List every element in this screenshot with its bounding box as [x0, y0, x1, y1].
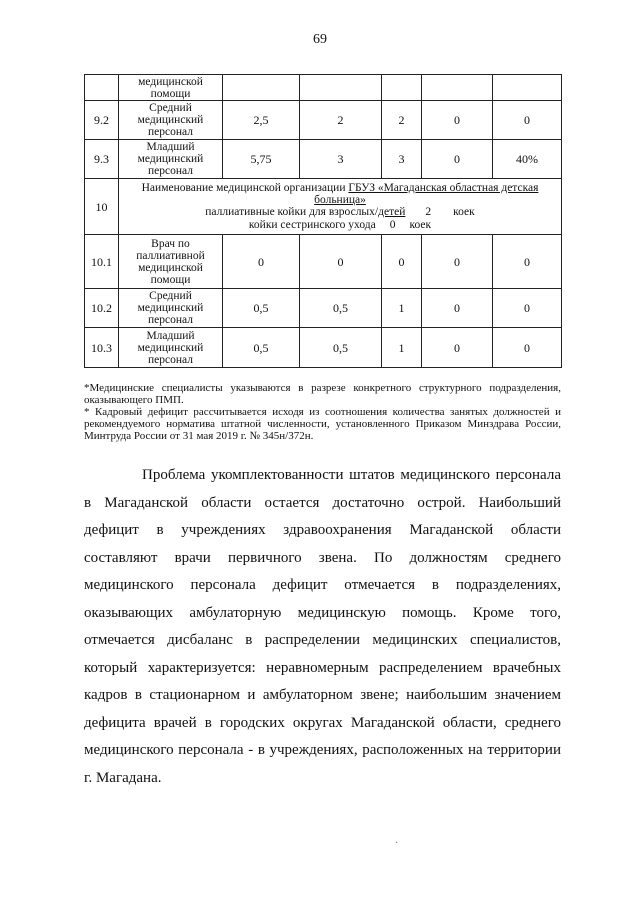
- position-title: [119, 289, 223, 328]
- footnote: * Кадровый дефицит рассчитывается исходя из соотношения количества занятых должностей и рекомендуемого норматива штатной численности, установленного Приказом Минздрава России, Минтруда России от 31 мая 2019 г. № 345н/372н.: [84, 406, 561, 442]
- row-number: [85, 75, 119, 101]
- org-name: ГБУЗ «Магаданская областная детская больница»: [314, 181, 539, 206]
- scan-mark: ·: [395, 838, 399, 849]
- beds-count: 2: [425, 205, 432, 218]
- table-row: [85, 101, 562, 140]
- beds-label: паллиативные койки для взрослых/: [205, 205, 379, 218]
- title-line: паллиативной: [136, 249, 205, 262]
- table-row: [85, 328, 562, 368]
- title-line: персонал: [148, 314, 193, 326]
- value-cell: 1: [382, 328, 422, 368]
- value-cell: 2,5: [223, 101, 300, 140]
- title-line: медицинский: [137, 302, 204, 314]
- row-number: 10.1: [85, 235, 119, 289]
- value-cell: [223, 75, 300, 101]
- value-cell: 0: [493, 101, 562, 140]
- title-line: помощи: [150, 273, 191, 286]
- nursing-label: койки сестринского ухода: [248, 218, 376, 231]
- title-line: медицинской: [138, 261, 203, 274]
- position-title: [119, 235, 223, 289]
- value-cell: [493, 75, 562, 101]
- table-row: [85, 235, 562, 289]
- title-line: Средний: [149, 290, 192, 302]
- value-cell: 2: [300, 101, 382, 140]
- position-title: [119, 75, 223, 101]
- row-number: 9.3: [85, 140, 119, 179]
- value-cell: 5,75: [223, 140, 300, 179]
- value-cell: 0,5: [223, 289, 300, 328]
- value-cell: 0,5: [300, 328, 382, 368]
- row-number: 10.3: [85, 328, 119, 368]
- beds-unit: коек: [453, 205, 475, 218]
- title-line: Средний: [149, 102, 192, 114]
- main-text: [84, 462, 561, 792]
- value-cell: 3: [300, 140, 382, 179]
- table-row: [85, 289, 562, 328]
- paragraph: Проблема укомплектованности штатов медицинского персонала в Магаданской области остается достаточно острой. Наибольший дефицит в учреждениях здравоохранения Магаданской области составляют врачи первичного звена. По должностям среднего медицинского персонала дефицит отмечается в подразделениях, оказывающих амбулаторную медицинскую помощь. Кроме того, отмечается дисбаланс в распределении медицинских специалистов, который характеризуется: неравномерным распределением врачебных кадров в стационарном и амбулаторном звене; наибольшим значением дефицита врачей в городских округах Магаданской области, среднего медицинского персонала - в учреждениях, расположенных на территории г. Магадана.: [84, 467, 561, 786]
- title-line: помощи: [150, 87, 191, 100]
- position-title: [119, 140, 223, 179]
- value-cell: 0: [493, 328, 562, 368]
- value-cell: [382, 75, 422, 101]
- position-title: [119, 328, 223, 368]
- row-number: 10: [85, 179, 119, 235]
- value-cell: 0: [422, 235, 493, 289]
- value-cell: [422, 75, 493, 101]
- value-cell: 2: [382, 101, 422, 140]
- value-cell: 0: [422, 140, 493, 179]
- value-cell: 0: [422, 289, 493, 328]
- table-row: [85, 75, 562, 101]
- value-cell: 0: [300, 235, 382, 289]
- value-cell: 40%: [493, 140, 562, 179]
- organization-cell: [119, 179, 562, 235]
- value-cell: 0: [493, 289, 562, 328]
- nursing-unit: коек: [409, 218, 432, 231]
- title-line: медицинской: [138, 75, 203, 88]
- value-cell: [300, 75, 382, 101]
- row-number: 10.2: [85, 289, 119, 328]
- position-title: [119, 101, 223, 140]
- value-cell: 3: [382, 140, 422, 179]
- value-cell: 0: [422, 101, 493, 140]
- footnotes: [84, 382, 561, 442]
- beds-label-children: детей: [378, 205, 406, 218]
- value-cell: 0: [382, 235, 422, 289]
- staffing-table: [84, 74, 562, 368]
- org-name-prefix: Наименование медицинской организации: [141, 181, 349, 194]
- value-cell: 0,5: [300, 289, 382, 328]
- footnote: *Медицинские специалисты указываются в разрезе конкретного структурного подразделения, оказывающего ПМП.: [84, 382, 561, 406]
- title-line: персонал: [148, 165, 193, 177]
- table-row: [85, 179, 562, 235]
- title-line: Младший: [146, 329, 195, 342]
- title-line: персонал: [148, 126, 193, 138]
- title-line: медицинский: [137, 341, 204, 354]
- title-line: персонал: [148, 353, 193, 366]
- table-row: [85, 140, 562, 179]
- title-line: Младший: [146, 141, 195, 153]
- title-line: Врач по: [151, 237, 190, 250]
- row-number: 9.2: [85, 101, 119, 140]
- title-line: медицинский: [137, 114, 204, 126]
- value-cell: 0: [422, 328, 493, 368]
- title-line: медицинский: [137, 153, 204, 165]
- value-cell: 0,5: [223, 328, 300, 368]
- value-cell: 0: [223, 235, 300, 289]
- value-cell: 1: [382, 289, 422, 328]
- nursing-count: 0: [389, 218, 396, 231]
- value-cell: 0: [493, 235, 562, 289]
- page-number: 69: [313, 32, 327, 47]
